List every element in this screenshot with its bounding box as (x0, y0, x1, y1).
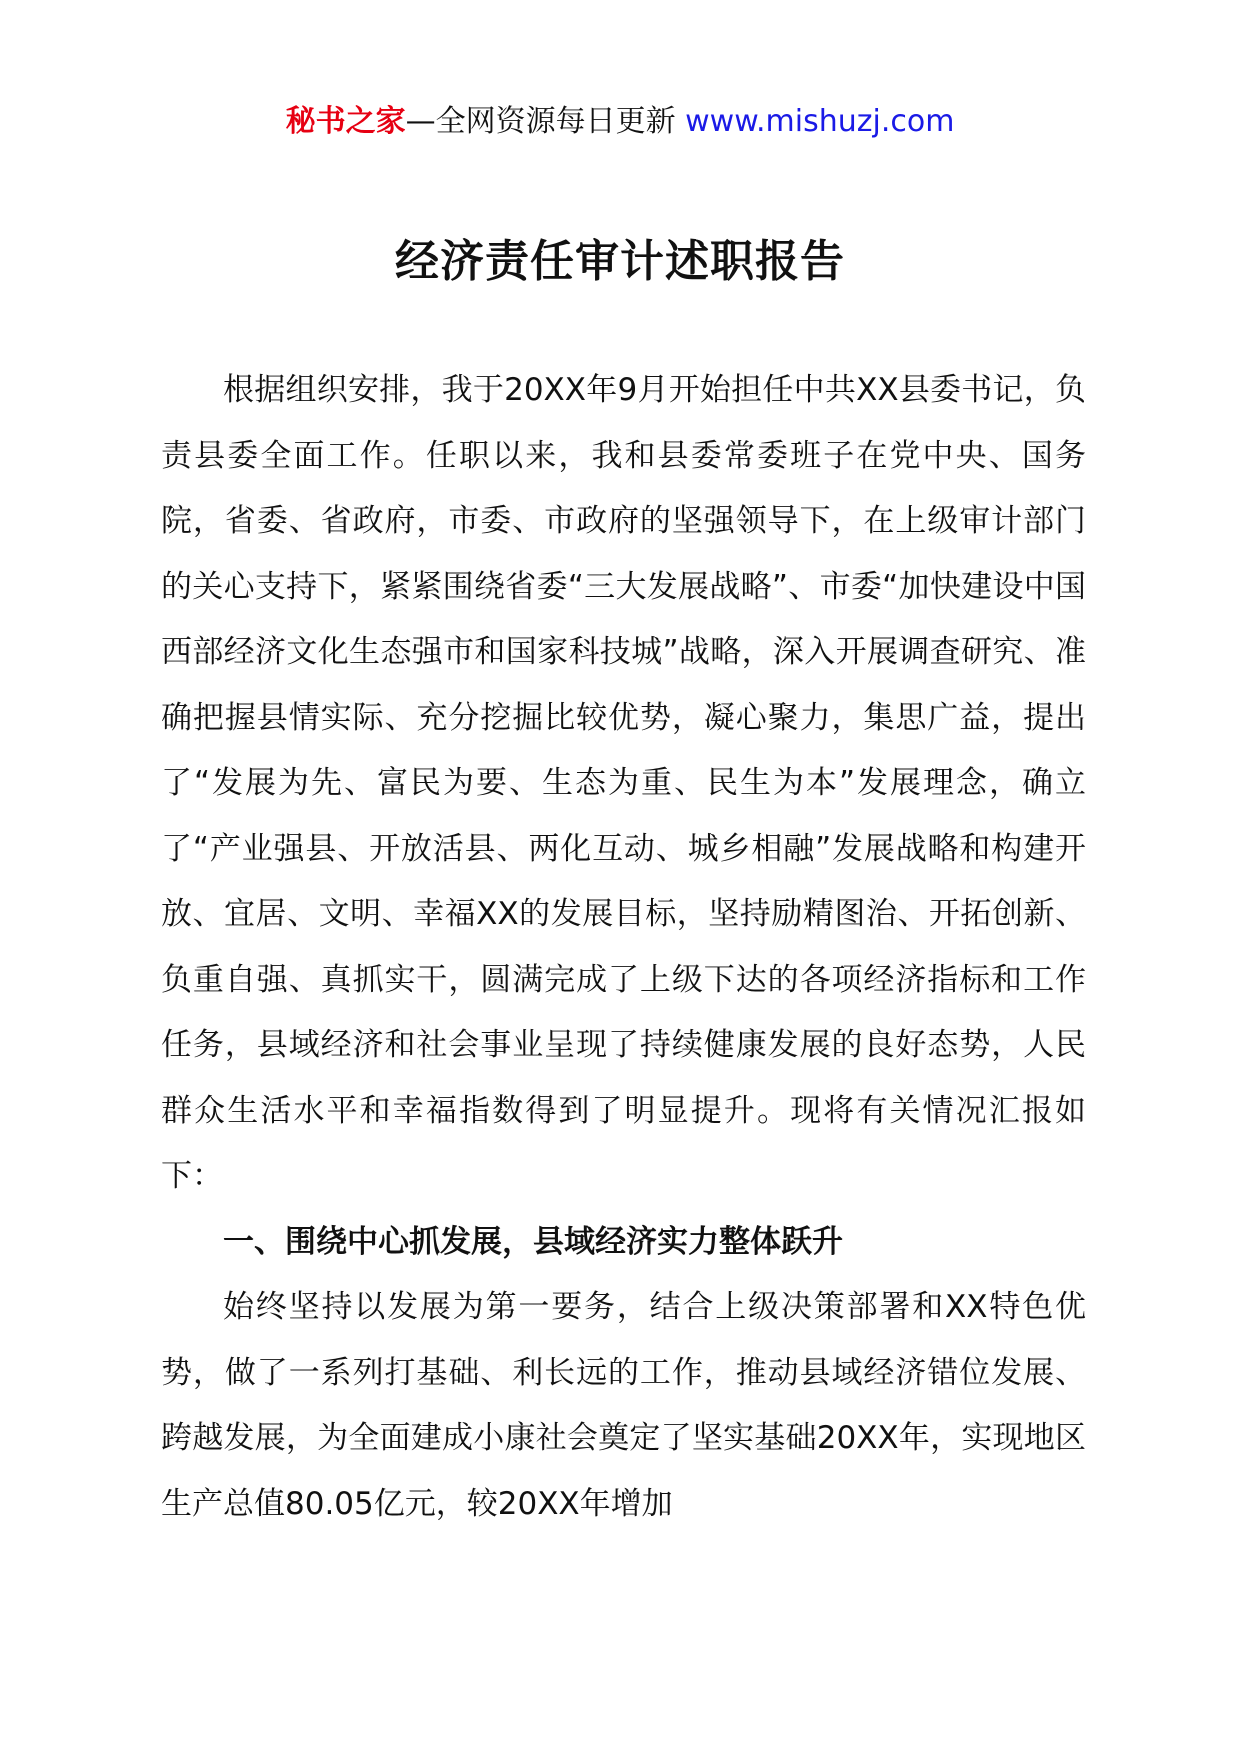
section-heading-1: 一、围绕中心抓发展，县域经济实力整体跃升 (223, 1223, 843, 1260)
brand-name: 秘书之家 (285, 104, 406, 139)
paragraph-section-1: 始终坚持以发展为第一要务，结合上级决策部署和XX特色优势，做了一系列打基础、利长远的工作，推动县域经济错位发展、跨越发展，为全面建成小康社会奠定了坚实基础20XX年，实现地区生产总值80.05亿元，较20XX年增加 (161, 1289, 1086, 1522)
document-body (161, 358, 1086, 1537)
header-slogan: —全网资源每日更新 (405, 104, 676, 139)
document-title: 经济责任审计述职报告 (395, 236, 845, 287)
page-header (0, 100, 1240, 144)
paragraph-intro: 根据组织安排，我于20XX年9月开始担任中共XX县委书记，负责县委全面工作。任职以来，我和县委常委班子在党中央、国务院，省委、省政府，市委、市政府的坚强领导下，在上级审计部门的关心支持下，紧紧围绕省委“三大发展战略”、市委“加快建设中国西部经济文化生态强市和国家科技城”战略，深入开展调查研究、准确把握县情实际、充分挖掘比较优势，凝心聚力，集思广益，提出了“发展为先、富民为要、生态为重、民生为本”发展理念，确立了“产业强县、开放活县、两化互动、城乡相融”发展战略和构建开放、宜居、文明、幸福XX的发展目标，坚持励精图治、开拓创新、负重自强、真抓实干，圆满完成了上级下达的各项经济指标和工作任务，县域经济和社会事业呈现了持续健康发展的良好态势，人民群众生活水平和幸福指数得到了明显提升。现将有关情况汇报如下： (161, 372, 1086, 1194)
site-url-link[interactable]: www.mishuzj.com (685, 104, 955, 139)
